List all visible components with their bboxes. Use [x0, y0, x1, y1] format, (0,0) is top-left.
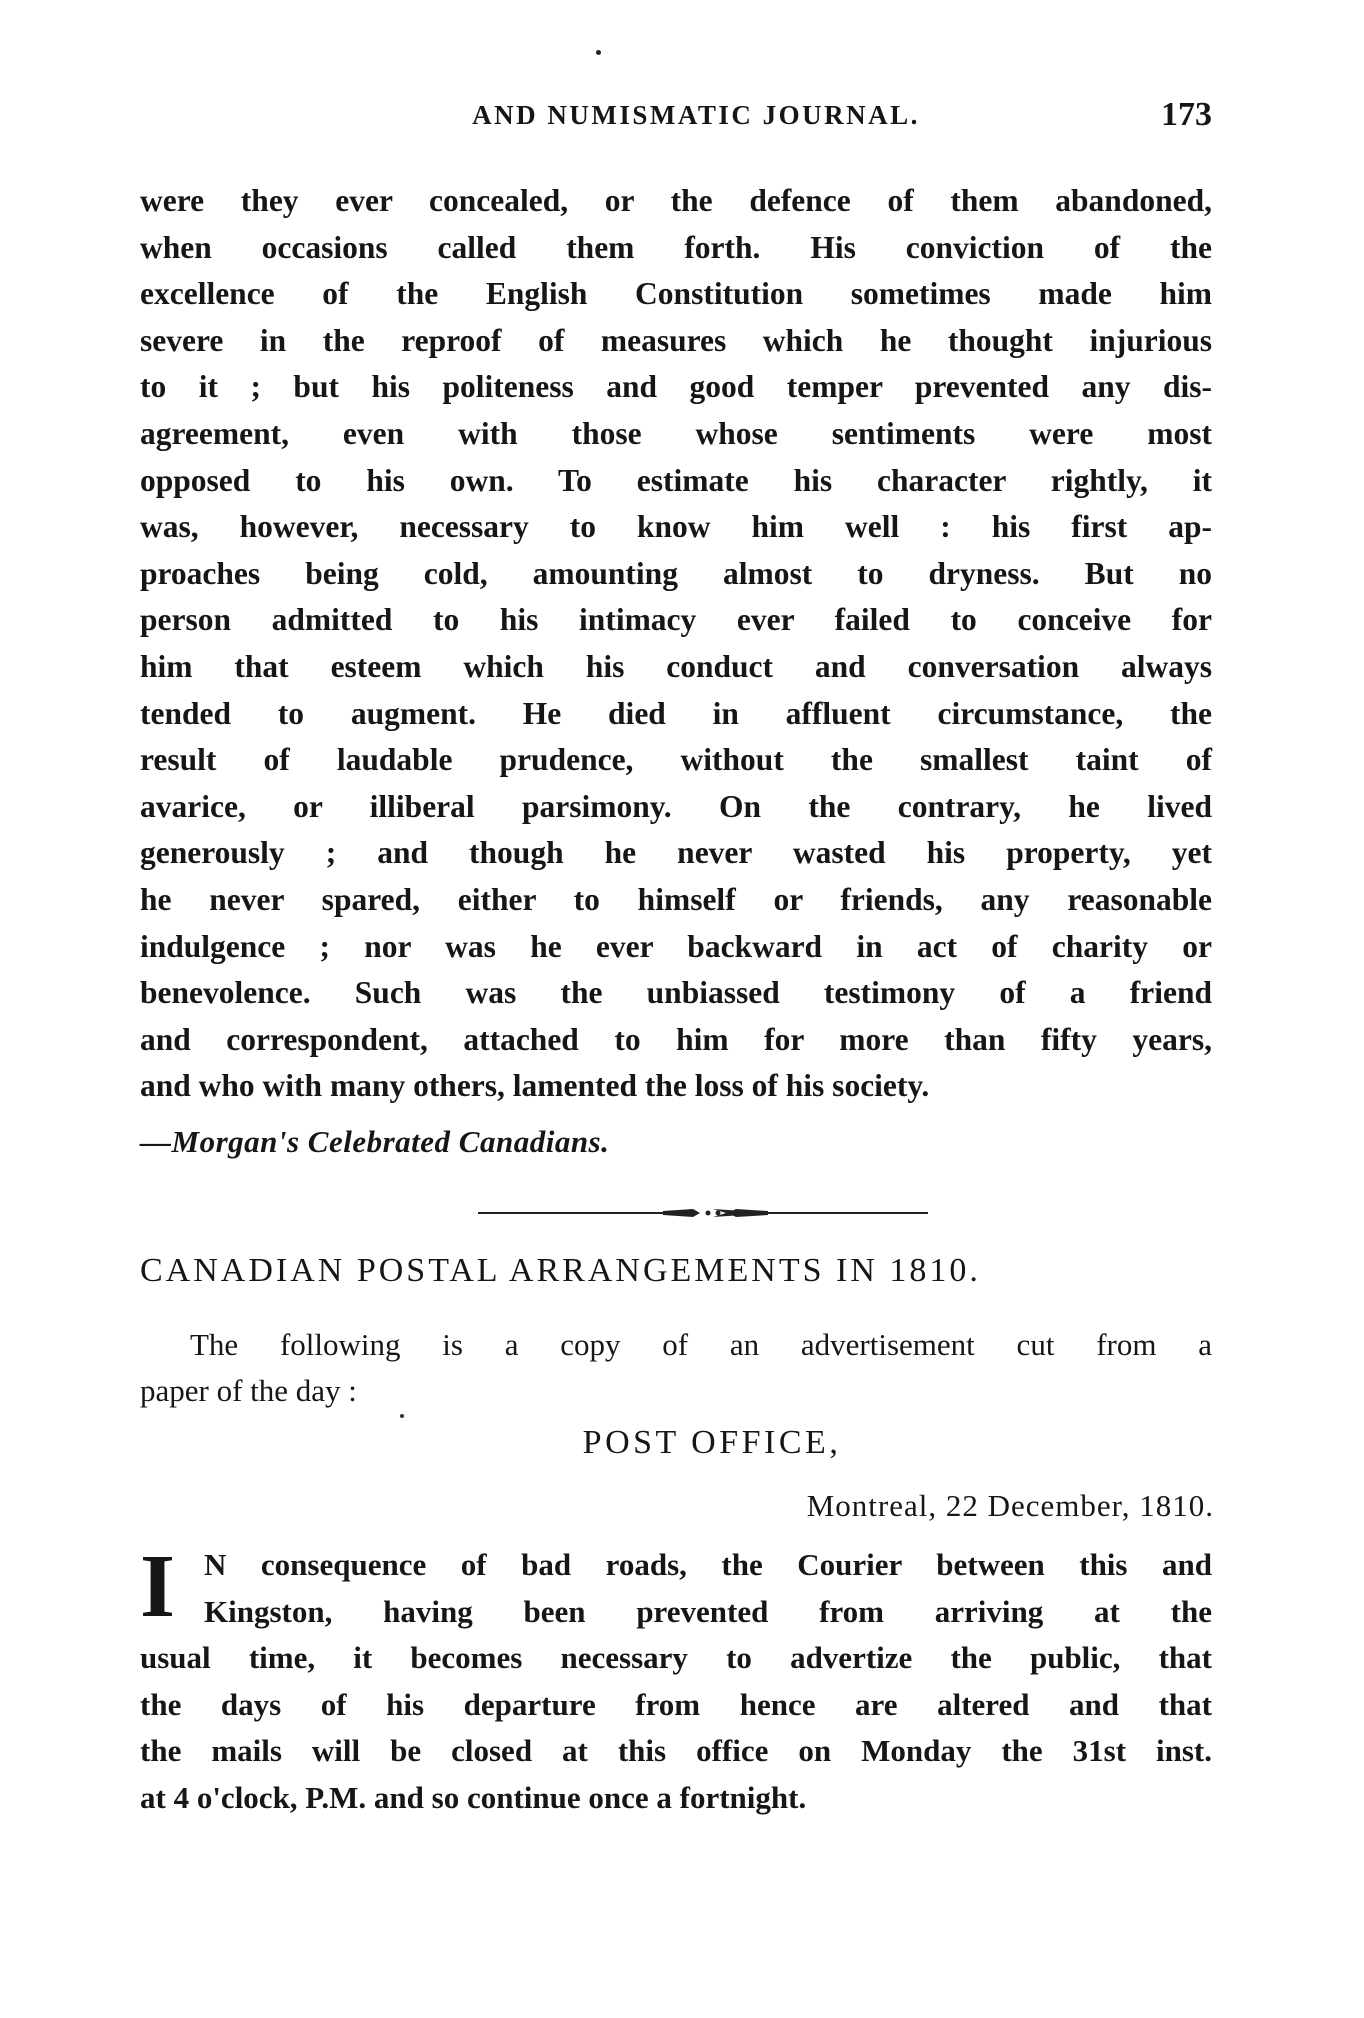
running-head	[140, 96, 1212, 140]
notice-heading: POST OFFICE,	[582, 1424, 842, 1461]
article-line: indulgence ; nor was he ever backward in act of charity or	[140, 928, 1212, 964]
article-line: and who with many others, lamented the loss of his society.	[140, 1068, 930, 1104]
intro-line: The following is a copy of an advertisement cut from a	[190, 1327, 1212, 1362]
notice-body	[140, 1537, 1212, 1822]
page-number: 173	[1161, 96, 1212, 133]
source-attribution: —Morgan's Celebrated Canadians.	[140, 1124, 610, 1159]
article-line: when occasions called them forth. His conviction of the	[140, 229, 1212, 265]
section-divider-ornament	[478, 1206, 928, 1220]
article-line: and correspondent, attached to him for more than fifty years,	[140, 1021, 1212, 1057]
article-line: to it ; but his politeness and good temper prevented any dis-	[140, 369, 1212, 405]
intro-line: paper of the day :	[140, 1373, 357, 1408]
notice-line: usual time, it becomes necessary to advertize the public, that	[140, 1640, 1212, 1676]
article-line: generously ; and though he never wasted his property, yet	[140, 835, 1212, 871]
article-line: him that esteem which his conduct and conversation always	[140, 648, 1212, 684]
article-line: opposed to his own. To estimate his character rightly, it	[140, 462, 1212, 498]
article-line: result of laudable prudence, without the smallest taint of	[140, 742, 1212, 778]
section-heading: CANADIAN POSTAL ARRANGEMENTS IN 1810.	[140, 1252, 981, 1289]
article-line: avarice, or illiberal parsimony. On the contrary, he lived	[140, 788, 1212, 824]
article-line: proaches being cold, amounting almost to dryness. But no	[140, 555, 1212, 591]
notice-line: N consequence of bad roads, the Courier between this and	[204, 1547, 1212, 1582]
notice-line: Kingston, having been prevented from arriving at the	[204, 1593, 1212, 1629]
article-line: was, however, necessary to know him well : his first ap-	[140, 509, 1212, 545]
article-line: he never spared, either to himself or friends, any reasonable	[140, 881, 1212, 917]
article-line: agreement, even with those whose sentiments were most	[140, 415, 1212, 451]
print-speck	[400, 1414, 404, 1418]
notice-line: the days of his departure from hence are altered and that	[140, 1686, 1212, 1722]
article-line: benevolence. Such was the unbiassed testimony of a friend	[140, 975, 1212, 1011]
notice-line: the mails will be closed at this office on Monday the 31st inst.	[140, 1733, 1212, 1769]
article-line: severe in the reproof of measures which he thought injurious	[140, 322, 1212, 358]
article-line: tended to augment. He died in affluent circumstance, the	[140, 695, 1212, 731]
article-line: excellence of the English Constitution sometimes made him	[140, 276, 1212, 312]
article-line: person admitted to his intimacy ever failed to conceive for	[140, 602, 1212, 638]
article-body	[140, 178, 1212, 1110]
top-speck	[596, 50, 601, 55]
section-intro	[140, 1322, 1212, 1414]
notice-dateline: Montreal, 22 December, 1810.	[806, 1488, 1214, 1523]
drop-cap: I	[140, 1537, 176, 1636]
running-title: AND NUMISMATIC JOURNAL.	[472, 100, 920, 130]
article-line: were they ever concealed, or the defence of them abandoned,	[140, 183, 1212, 218]
notice-line: at 4 o'clock, P.M. and so continue once a fortnight.	[140, 1779, 807, 1815]
